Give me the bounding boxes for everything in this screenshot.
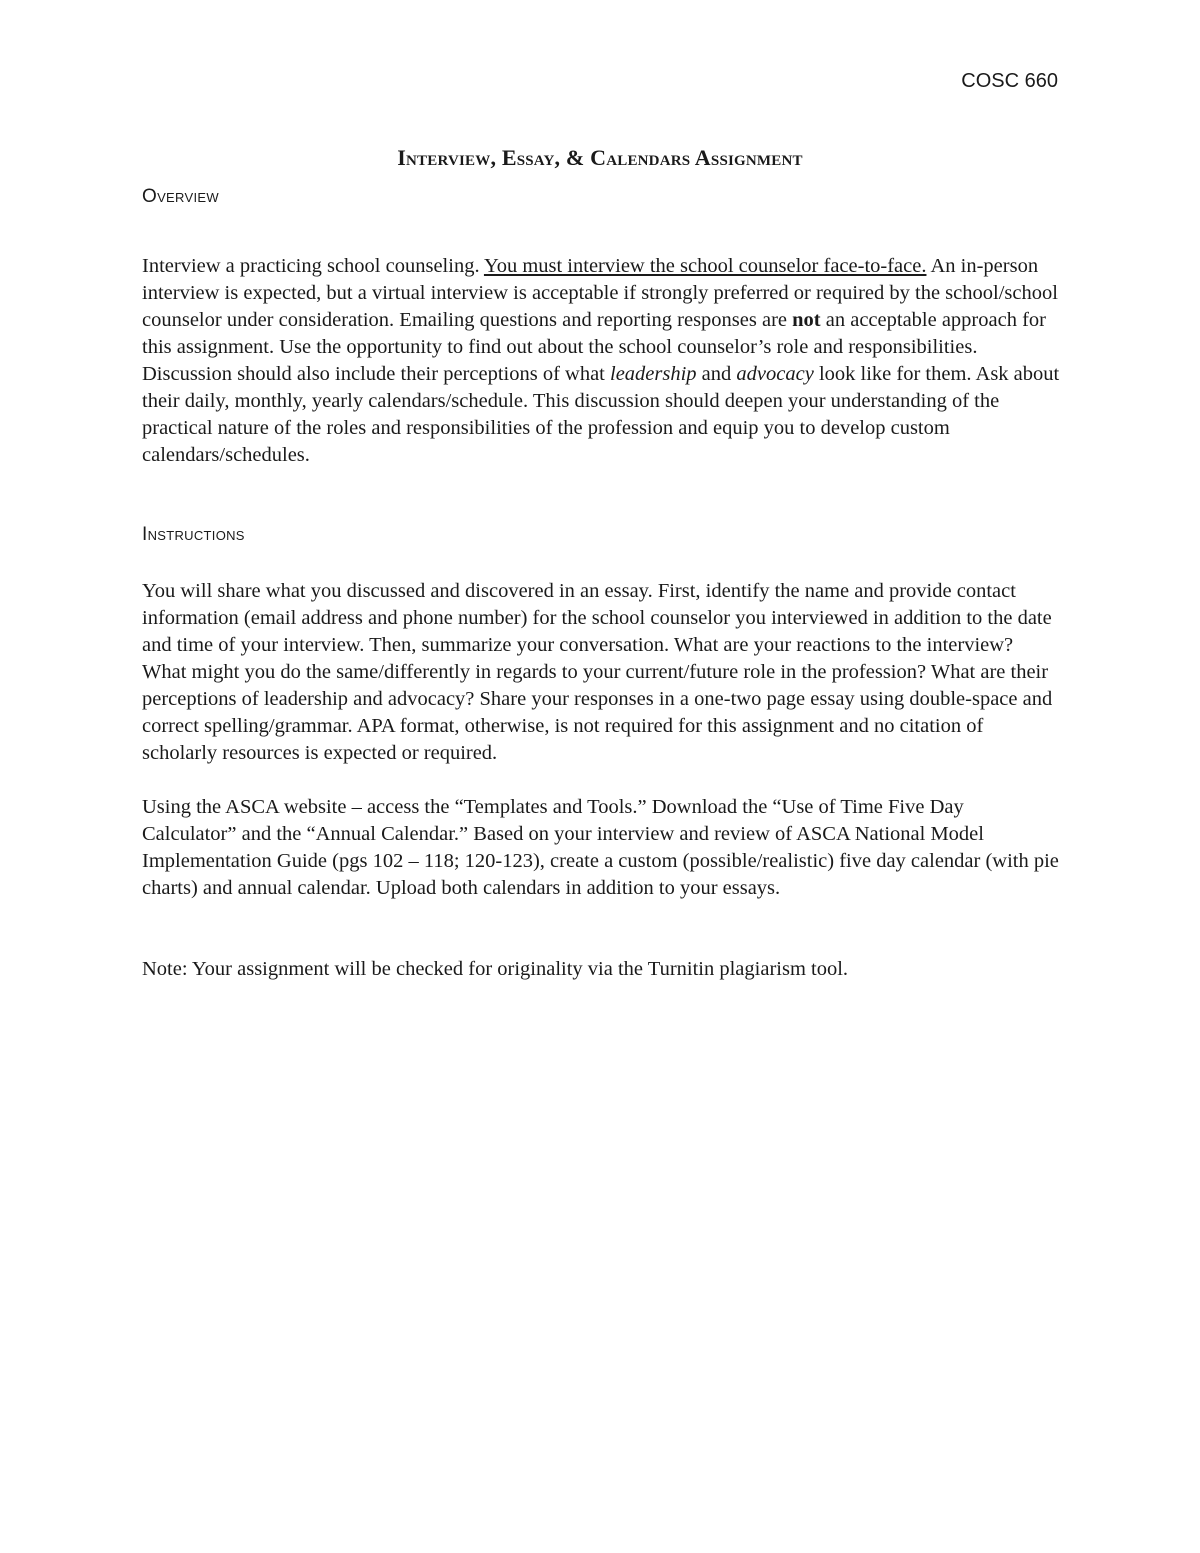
instructions-paragraph-calendars: Using the ASCA website – access the “Templates and Tools.” Download the “Use of Time Five Day Calculator” and the “Annual Calendar.” Based on your interview and review of ASCA National Model Implementation Guide (pgs 102 – 118; 120-123), create a custom (possible/realistic) five day calendar (with pie charts) and annual calendar. Upload both calendars in addition to your essays. xyxy=(142,796,1059,899)
originality-note: Note: Your assignment will be checked for originality via the Turnitin plagiarism tool. xyxy=(142,958,849,980)
instructions-heading: Instructions xyxy=(142,524,245,545)
overview-heading: Overview xyxy=(142,186,219,207)
overview-text-4: and xyxy=(696,363,737,385)
overview-text-2: An in-person interview is expected, but a virtual interview is acceptable if strongly preferred or required by the school/school counselor under consideration. Emailing questions and reporting responses are xyxy=(142,255,1058,331)
overview-bold-not: not xyxy=(792,309,821,331)
overview-paragraph xyxy=(142,253,1062,469)
course-code: COSC 660 xyxy=(961,70,1058,92)
overview-text-3: an acceptable approach for this assignment. Use the opportunity to find out about the school counselor’s role and responsibilities. Discussion should also include their perceptions of what xyxy=(142,309,1046,385)
overview-text-1: Interview a practicing school counseling. xyxy=(142,255,484,277)
overview-italic-advocacy: advocacy xyxy=(736,363,814,385)
instructions-paragraph-essay: You will share what you discussed and discovered in an essay. First, identify the name and provide contact information (email address and phone number) for the school counselor you interviewed in addition to the date and time of your interview. Then, summarize your conversation. What are your reactions to the interview? What might you do the same/differently in regards to your current/future role in the profession? What are their perceptions of leadership and advocacy? Share your responses in a one-two page essay using double-space and correct spelling/grammar. APA format, otherwise, is not required for this assignment and no citation of scholarly resources is expected or required. xyxy=(142,580,1053,764)
overview-underlined-requirement: You must interview the school counselor face-to-face. xyxy=(483,255,927,277)
document-title: Interview, Essay, & Calendars Assignment xyxy=(397,145,803,170)
overview-text-5: look like for them. Ask about their daily, monthly, yearly calendars/schedule. This discussion should deepen your understanding of the practical nature of the roles and responsibilities of the profession and equip you to develop custom calendars/schedules. xyxy=(142,363,1060,466)
overview-italic-leadership: leadership xyxy=(610,363,697,385)
